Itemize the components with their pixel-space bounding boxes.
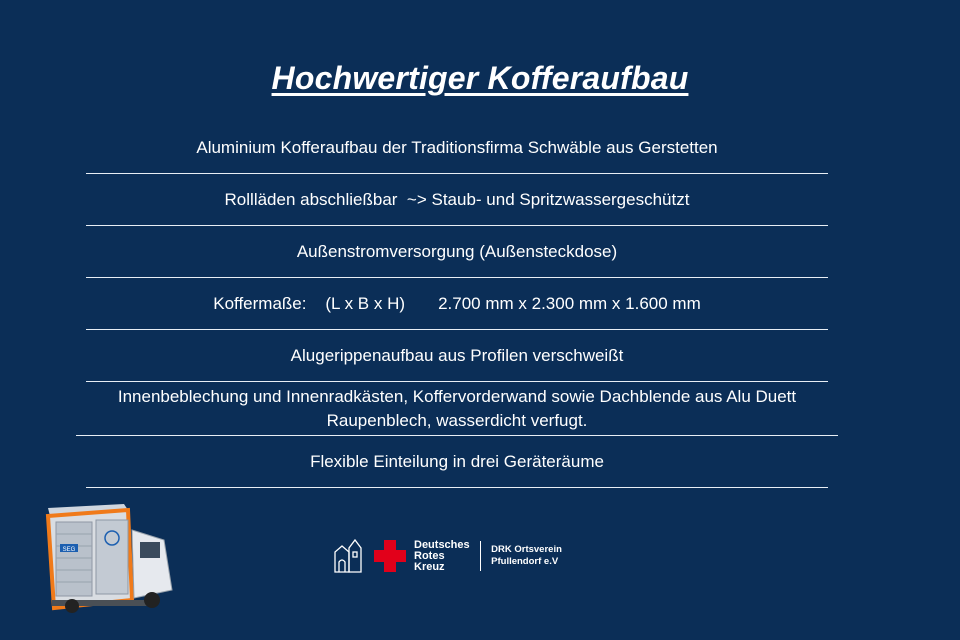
feature-list (86, 122, 828, 488)
feature-text: Flexible Einteilung in drei Geräteräume (310, 451, 604, 471)
ortsverein-name (491, 544, 562, 568)
logo-divider (480, 541, 482, 571)
town-gate-icon (332, 538, 366, 574)
feature-text: Koffermaße: (L x B x H) 2.700 mm x 2.300 mm x 1.600 mm (213, 293, 701, 313)
feature-text: Aluminium Kofferaufbau der Traditionsfirma Schwäble aus Gerstetten (196, 137, 718, 157)
feature-text: Außenstromversorgung (Außensteckdose) (296, 241, 618, 261)
feature-row (86, 174, 828, 226)
drk-logo (332, 536, 562, 576)
slide-title: Hochwertiger Kofferaufbau (271, 60, 689, 96)
ov-line: Pfullendorf e.V (491, 556, 559, 567)
vehicle-seg-label: SEG (62, 547, 76, 553)
drk-wordmark (414, 540, 470, 573)
drk-line: Deutsches (414, 538, 470, 551)
feature-row (86, 278, 828, 330)
feature-text: Alugerippenaufbau aus Profilen verschweißt (290, 345, 624, 365)
drk-line: Rotes (414, 549, 445, 562)
feature-text: Rollläden abschließbar ~> Staub- und Spritzwassergeschützt (224, 189, 690, 209)
drk-line: Kreuz (414, 560, 445, 573)
ov-line: DRK Ortsverein (491, 544, 562, 555)
vehicle-image (36, 500, 181, 615)
red-cross-icon (372, 538, 408, 574)
feature-row (86, 436, 828, 488)
feature-row (86, 330, 828, 382)
feature-text: Innenbeblechung und Innenradkästen, Koffervorderwand sowie Dachblende aus Alu Duett Raupenblech, wasserdicht verfugt. (117, 386, 797, 430)
feature-row (86, 226, 828, 278)
feature-row (76, 382, 838, 436)
feature-row (86, 122, 828, 174)
